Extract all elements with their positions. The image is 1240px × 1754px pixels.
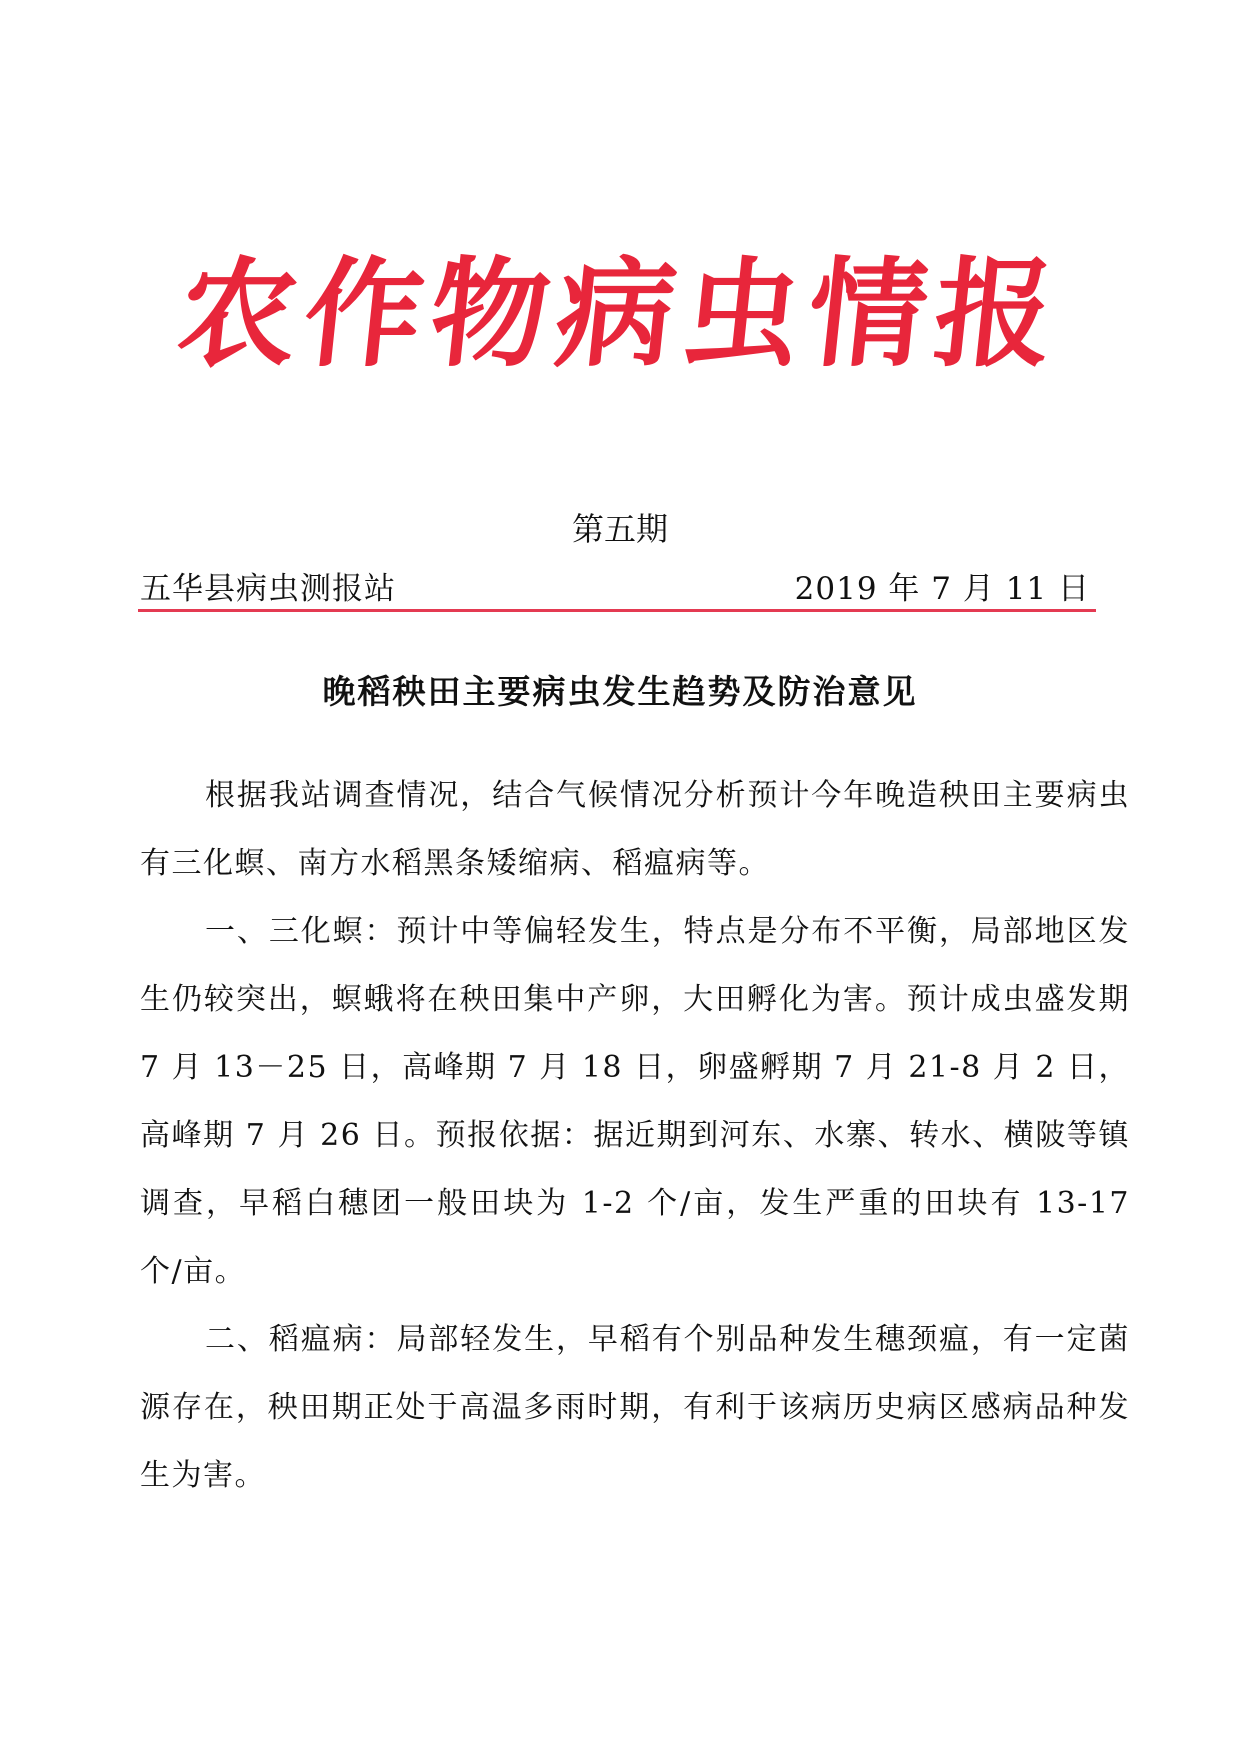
issuing-organization: 五华县病虫测报站 [140, 571, 396, 607]
header-meta-row [140, 571, 1090, 614]
document-body [140, 762, 1130, 1510]
paragraph-rice-blast: 二、稻瘟病：局部轻发生，早稻有个别品种发生穗颈瘟，有一定菌源存在，秧田期正处于高温多雨时期，有利于该病历史病区感病品种发生为害。 [140, 1322, 1130, 1493]
header-divider [138, 609, 1096, 612]
document-title: 晚稻秧田主要病虫发生趋势及防治意见 [322, 672, 918, 711]
issue-number: 第五期 [571, 510, 668, 548]
paragraph-stem-borer: 一、三化螟：预计中等偏轻发生，特点是分布不平衡，局部地区发生仍较突出，螟蛾将在秧田集中产卵，大田孵化为害。预计成虫盛发期 7 月 13－25 日，高峰期 7 月 18 日，卵盛孵期 7 月 21-8 月 2 日，高峰期 7 月 26 日。预报依据：据近期到河东、水寨、转水、横陂等镇调查，早稻白穗团一般田块为 1-2 个/亩，发生严重的田块有 13-17 个/亩。 [140, 914, 1130, 1289]
masthead-title: 农作物病虫情报 [171, 245, 1069, 383]
issue-date: 2019 年 7 月 11 日 [794, 571, 1090, 607]
paragraph-intro: 根据我站调查情况，结合气候情况分析预计今年晚造秧田主要病虫有三化螟、南方水稻黑条矮缩病、稻瘟病等。 [140, 778, 1130, 881]
